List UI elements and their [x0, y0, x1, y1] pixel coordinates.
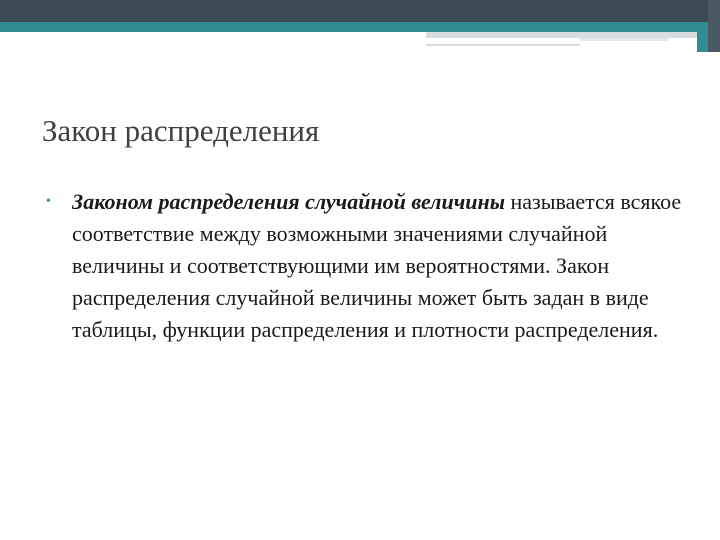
definition-text: называется всякое соответствие между возможными значениями случайной величины и соответствующими им вероятностями. Закон распределения случайной величины может быть задан в виде таблицы, функции распределения и плотности распределения.	[72, 189, 682, 342]
bullet-marker: •	[46, 194, 51, 209]
header-accent-line	[580, 38, 668, 41]
slide-title: Закон распределения	[42, 113, 320, 148]
bullet-text	[72, 186, 684, 346]
header-thin-line	[426, 44, 580, 46]
header-band-teal	[0, 22, 720, 32]
header-band-light	[426, 32, 720, 38]
corner-decoration-inner	[708, 0, 720, 52]
corner-decoration-teal	[697, 22, 708, 52]
header-band-dark	[0, 0, 720, 22]
slide-body	[44, 186, 684, 346]
defined-term: Законом распределения случайной величины	[72, 189, 505, 214]
bullet-item	[44, 186, 684, 346]
